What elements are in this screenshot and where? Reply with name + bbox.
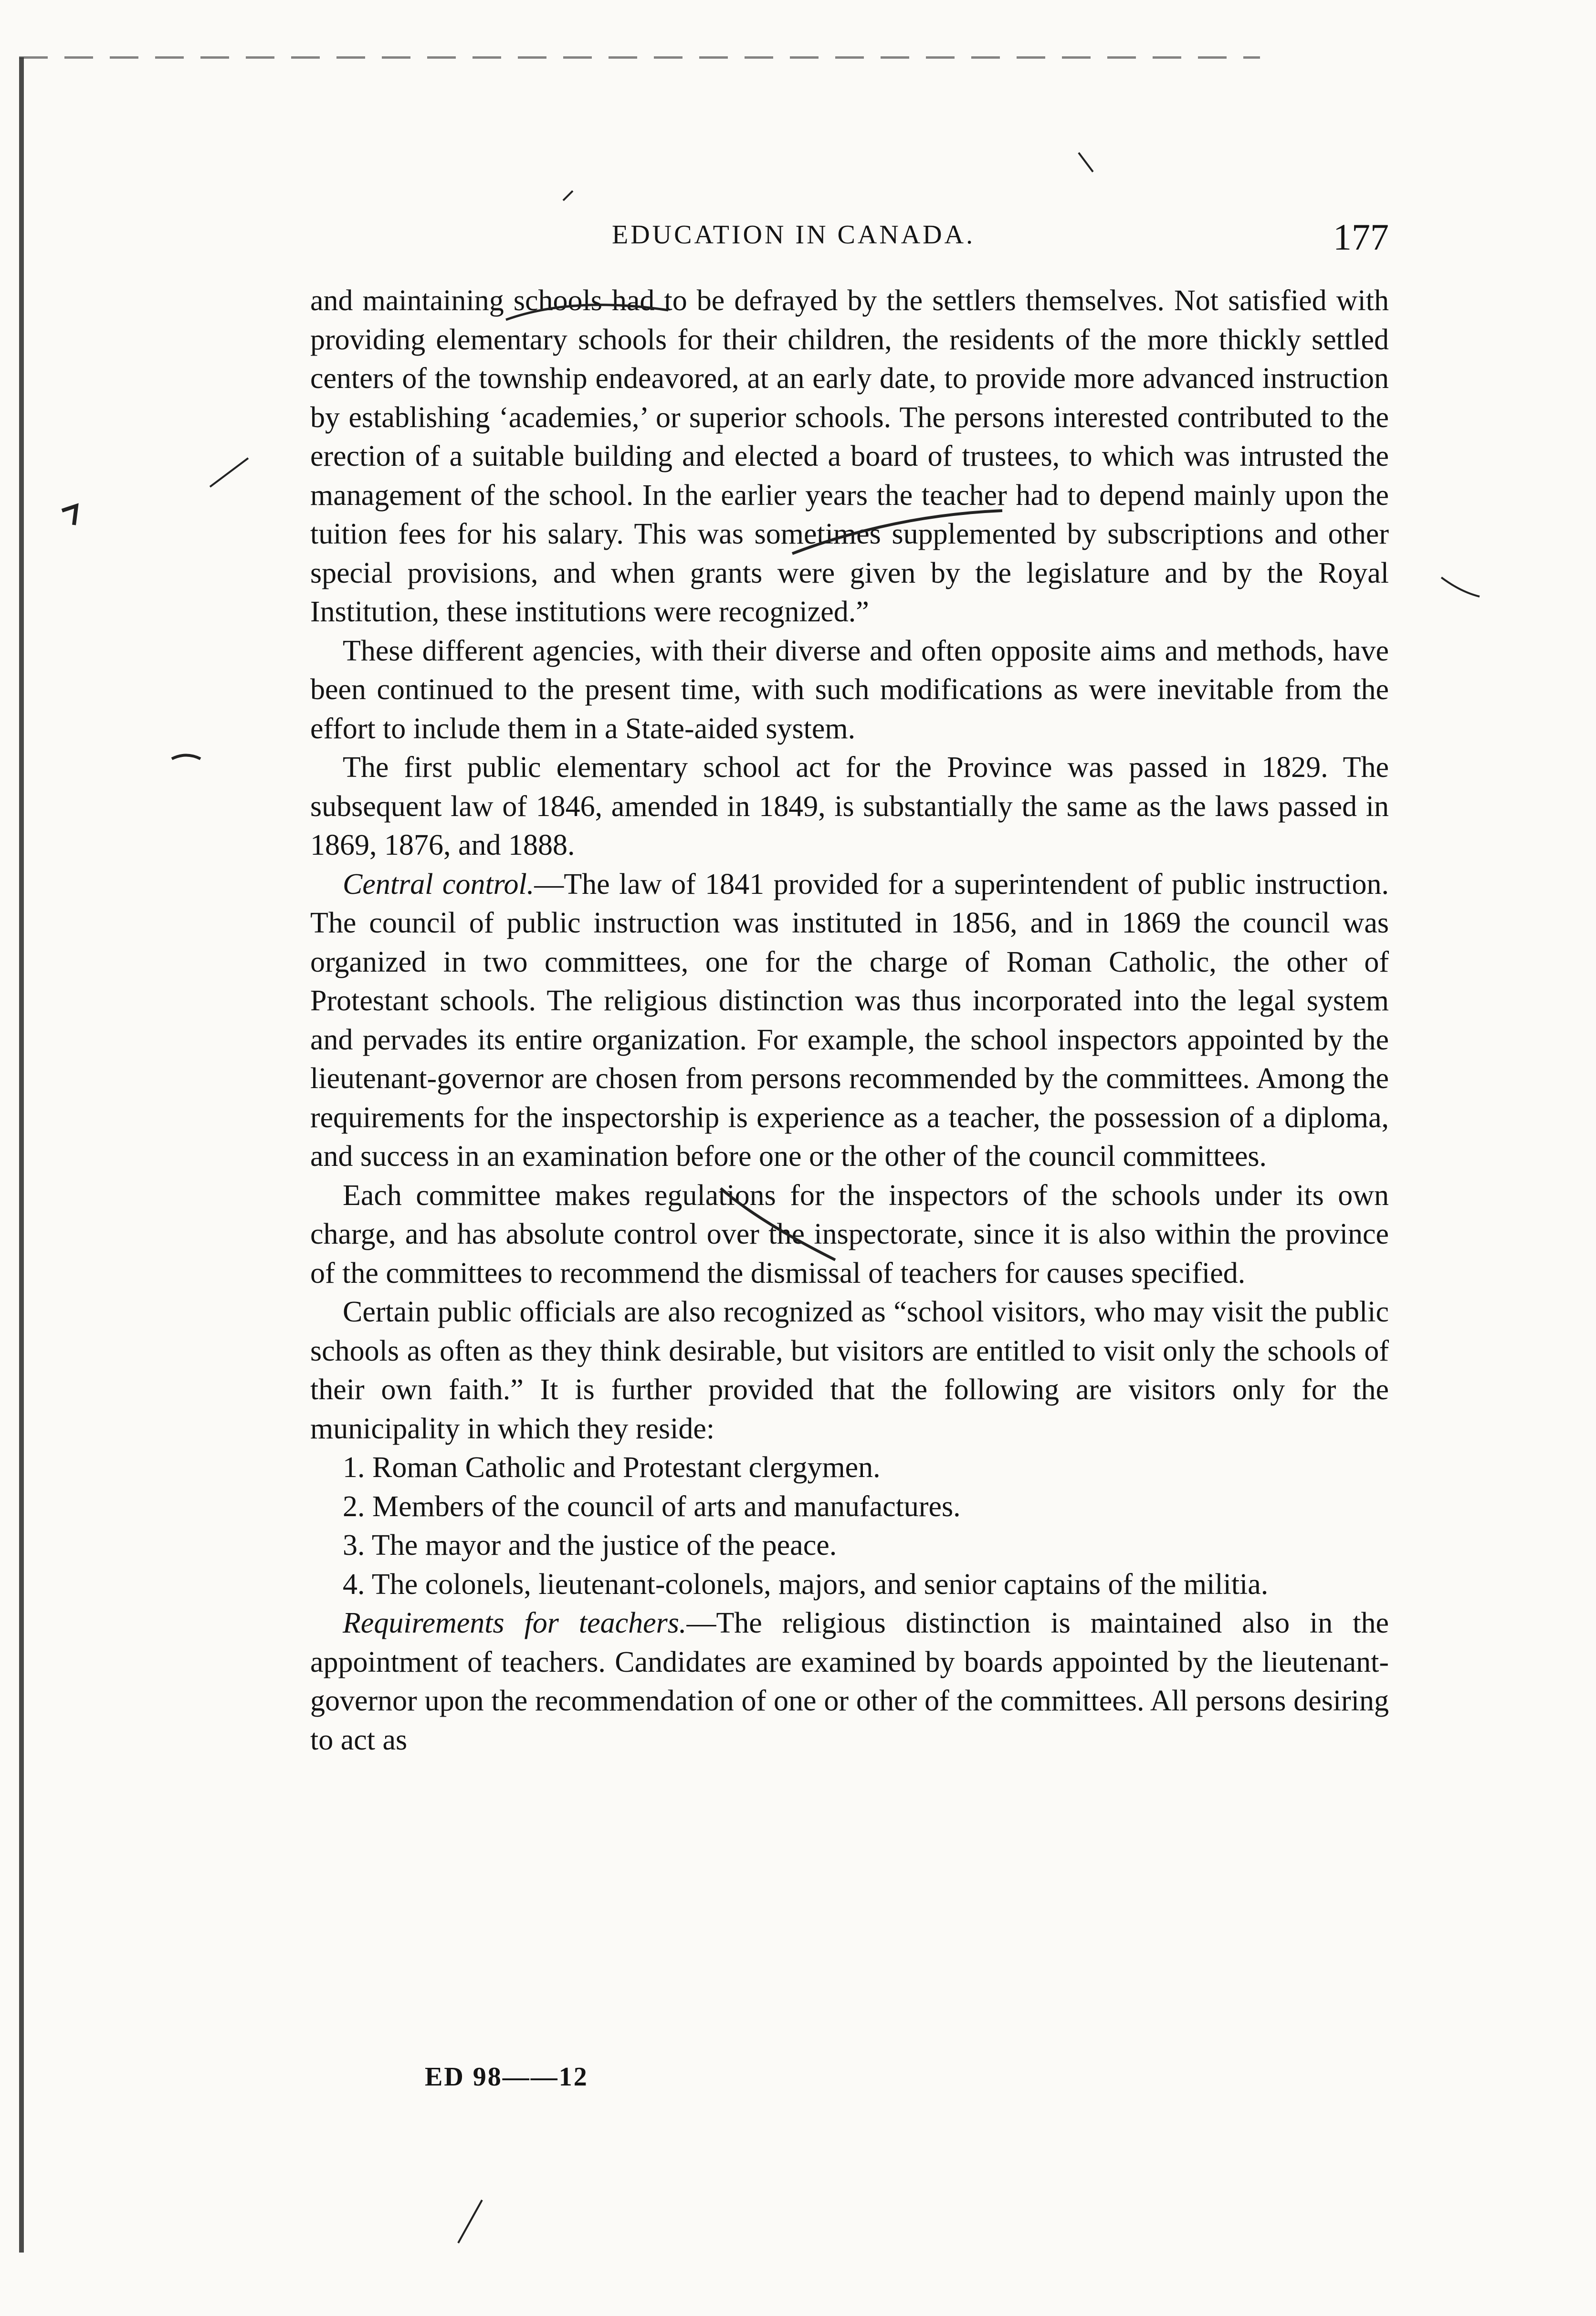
pen-stroke [210,458,248,487]
paragraph-5: Each committee makes regulations for the inspectors of the schools under its own charge, and has absolute control over the inspectorate, since it is also within the province of the committees to recommend the dismissal of teachers for causes specified. [310,1179,1389,1289]
paragraph-6: Certain public officials are also recognized as “school visitors, who may visit the public schools as often as they think desirable, but visitors are entitled to visit only the schools of their own faith.” It is further provided that the following are visitors only for the municipality in which they reside: [310,1296,1389,1445]
pen-stroke [62,506,76,525]
list-item: 1. Roman Catholic and Protestant clergymen. [343,1451,881,1484]
side-heading-requirements: Requirements for teachers. [343,1607,687,1639]
scan-binding-edge [19,57,24,2253]
pen-stroke [1079,153,1093,172]
paragraph-1: and maintaining schools had to be defrayed by the settlers themselves. Not satisfied with providing elementary schools for their children, the residents of the more thickly settled centers of the township endeavored, at an early date, to provide more advanced instruction by establishing ‘academies,’ or superior schools. The persons interested contributed to the erection of a suitable building and elected a board of trustees, to which was intrusted the management of the school. In the earlier years the teacher had to depend mainly upon the tuition fees for his salary. This was sometimes supplemented by subscriptions and other special provisions, and when grants were given by the legislature and by the Royal Institution, these institutions were recognized.” [310,284,1389,628]
list-item: 4. The colonels, lieutenant-colonels, majors, and senior captains of the militia. [343,1568,1269,1601]
running-head [310,216,1389,259]
central-control-text: —The law of 1841 provided for a superintendent of public instruction. The council of public instruction was instituted in 1856, and in 1869 the council was organized in two committees, one for the charge of Roman Catholic, the other of Protestant schools. The religious distinction was thus incorporated into the legal system and pervades its entire organization. For example, the school inspectors appointed by the lieutenant-governor are chosen from persons recommended by the committees. Among the requirements for the inspectorship is experience as a teacher, the possession of a diploma, and success in an examination before one or the other of the council committees. [310,868,1389,1173]
scan-top-edge [19,56,1260,59]
paragraph-central-control [310,865,1389,1176]
requirements-text: —The religious distinction is maintained also in the appointment of teachers. Candidates are examined by boards appointed by the lieutenant-governor upon the recommendation of one or other of the committees. All persons desiring to act as [310,1607,1389,1756]
paragraph-2: These different agencies, with their diverse and often opposite aims and methods, have been continued to the present time, with such modifications as were inevitable from the effort to include them in a State-aided system. [310,634,1389,745]
side-heading-central-control: Central control. [343,868,535,901]
pen-stroke [458,2200,482,2243]
signature-line: ED 98——12 [425,2062,588,2092]
pen-stroke [563,191,573,200]
pen-stroke [1441,577,1480,597]
paragraph-3: The first public elementary school act for the Province was passed in 1829. The subsequent law of 1846, amended in 1849, is substantially the same as the laws passed in 1869, 1876, and 1888. [310,751,1389,861]
page-number: 177 [1333,216,1389,258]
page-body [310,282,1389,1760]
list-item: 2. Members of the council of arts and manufactures. [343,1490,961,1523]
paragraph-requirements-for-teachers [310,1604,1389,1760]
pen-stroke [172,755,200,759]
list-item: 3. The mayor and the justice of the peace. [343,1529,837,1561]
running-title: EDUCATION IN CANADA. [612,220,976,250]
